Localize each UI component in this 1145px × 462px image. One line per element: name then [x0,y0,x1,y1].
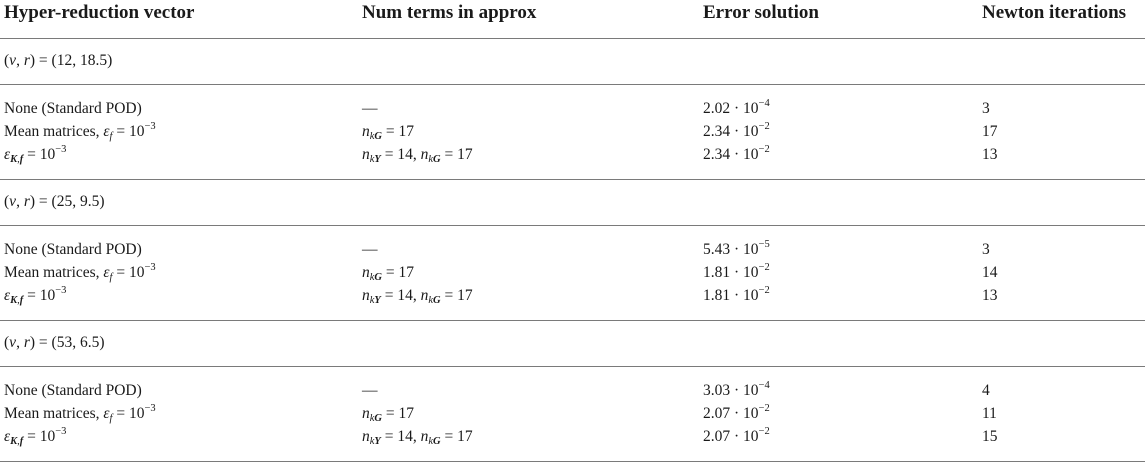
error-cell: $2.34 \cdot 10^{-2}$ [703,121,770,140]
table-row [0,261,1145,284]
table-row [0,143,1145,166]
table-row [0,97,1145,120]
method-cell: Mean matrices, $\varepsilon_f = 10^{-3}$ [4,262,156,283]
newton-cell: 3 [982,100,990,117]
error-cell: $2.02 \cdot 10^{-4}$ [703,98,770,117]
error-cell: $2.07 \cdot 10^{-2}$ [703,426,770,445]
num-terms-cell: $n_{kG} = 17$ [362,123,415,142]
num-terms-cell: — [362,100,378,117]
method-cell: $\varepsilon_{K,f} = 10^{-3}$ [4,144,67,165]
method-cell: Mean matrices, $\varepsilon_f = 10^{-3}$ [4,121,156,142]
table-header [0,0,1145,39]
num-terms-cell: — [362,241,378,258]
parameter-pair: (v, r) = (53, 6.5) [4,334,105,351]
newton-cell: 13 [982,287,998,304]
header-newton-iterations: Newton iterations [982,2,1127,23]
table-row [0,284,1145,307]
num-terms-cell: $n_{kY} = 14$, $n_{kG} = 17$ [362,146,473,165]
num-terms-cell: $n_{kG} = 17$ [362,264,415,283]
error-cell: $3.03 \cdot 10^{-4}$ [703,380,770,399]
num-terms-cell: $n_{kY} = 14$, $n_{kG} = 17$ [362,428,473,447]
newton-cell: 11 [982,405,997,422]
newton-cell: 14 [982,264,998,281]
newton-cell: 3 [982,241,990,258]
error-cell: $5.43 \cdot 10^{-5}$ [703,239,770,258]
method-cell: $\varepsilon_{K,f} = 10^{-3}$ [4,426,67,447]
method-cell: $\varepsilon_{K,f} = 10^{-3}$ [4,285,67,306]
error-cell: $1.81 \cdot 10^{-2}$ [703,262,770,281]
method-cell: Mean matrices, $\varepsilon_f = 10^{-3}$ [4,403,156,424]
table-row [0,120,1145,143]
group-body [0,226,1145,321]
group-label [0,180,1145,226]
table-row [0,379,1145,402]
method-cell: None (Standard POD) [4,241,142,258]
table-row [0,238,1145,261]
error-cell: $2.34 \cdot 10^{-2}$ [703,144,770,163]
num-terms-cell: $n_{kG} = 17$ [362,405,415,424]
method-cell: None (Standard POD) [4,100,142,117]
newton-cell: 4 [982,382,990,399]
table-row [0,402,1145,425]
error-cell: $2.07 \cdot 10^{-2}$ [703,403,770,422]
header-error-solution: Error solution [703,2,819,23]
group-label [0,39,1145,85]
newton-cell: 17 [982,123,998,140]
parameter-pair: (v, r) = (12, 18.5) [4,52,113,69]
newton-cell: 15 [982,428,998,445]
newton-cell: 13 [982,146,998,163]
method-cell: None (Standard POD) [4,382,142,399]
header-num-terms: Num terms in approx [362,2,537,23]
num-terms-cell: — [362,382,378,399]
group-body [0,367,1145,462]
num-terms-cell: $n_{kY} = 14$, $n_{kG} = 17$ [362,287,473,306]
table-row [0,425,1145,448]
header-hyper-reduction-vector: Hyper-reduction vector [4,2,195,23]
parameter-pair: (v, r) = (25, 9.5) [4,193,105,210]
error-cell: $1.81 \cdot 10^{-2}$ [703,285,770,304]
group-body [0,85,1145,180]
group-label [0,321,1145,367]
